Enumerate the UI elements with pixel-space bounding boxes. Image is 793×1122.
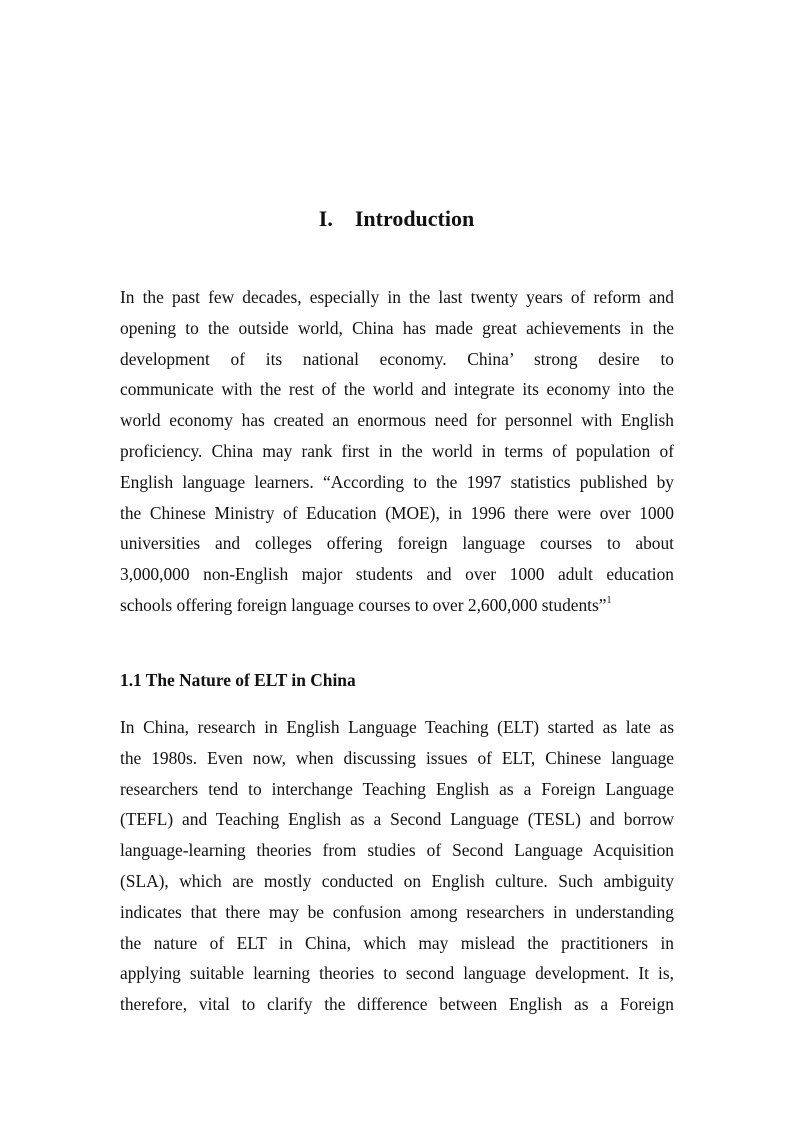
paragraph-line: proficiency. China may rank first in the world in terms of population of <box>120 440 674 461</box>
paragraph-line: language-learning theories from studies of Second Language Acquisition <box>120 840 674 861</box>
footnote-marker[interactable]: 1 <box>606 595 612 607</box>
paragraph-line: (TEFL) and Teaching English as a Second Language (TESL) and borrow <box>120 809 674 830</box>
intro-paragraph <box>120 282 674 621</box>
paragraph-line: the 1980s. Even now, when discussing issues of ELT, Chinese language <box>120 747 674 768</box>
section-paragraph <box>120 712 674 1020</box>
paragraph-line: (SLA), which are mostly conducted on English culture. Such ambiguity <box>120 870 674 891</box>
chapter-title-text: Introduction <box>354 205 475 231</box>
section-heading: 1.1 The Nature of ELT in China <box>120 670 356 691</box>
paragraph-line: the nature of ELT in China, which may mislead the practitioners in <box>120 932 674 953</box>
chapter-title <box>0 204 793 234</box>
paragraph-line: applying suitable learning theories to second language development. It is, <box>120 963 674 984</box>
paragraph-line: opening to the outside world, China has made great achievements in the <box>120 317 674 338</box>
paragraph-line: communicate with the rest of the world and integrate its economy into the <box>120 379 674 400</box>
chapter-number: I. <box>318 205 333 231</box>
paragraph-line: world economy has created an enormous need for personnel with English <box>120 410 674 431</box>
paragraph-line: universities and colleges offering foreign language courses to about <box>120 533 674 554</box>
paragraph-line: 3,000,000 non-English major students and over 1000 adult education <box>120 564 674 585</box>
paragraph-line: therefore, vital to clarify the difference between English as a Foreign <box>120 994 674 1015</box>
paragraph-line-text: schools offering foreign language courses to over 2,600,000 students” <box>120 594 607 615</box>
paragraph-line: researchers tend to interchange Teaching English as a Foreign Language <box>120 778 674 799</box>
paragraph-line: the Chinese Ministry of Education (MOE), in 1996 there were over 1000 <box>120 502 674 523</box>
paragraph-line: In the past few decades, especially in the last twenty years of reform and <box>120 287 674 307</box>
paragraph-line: English language learners. “According to the 1997 statistics published by <box>120 471 674 492</box>
paragraph-line: indicates that there may be confusion among researchers in understanding <box>120 901 674 922</box>
paragraph-line-last <box>120 590 674 621</box>
paragraph-line: In China, research in English Language Teaching (ELT) started as late as <box>120 717 674 737</box>
paragraph-line: development of its national economy. China’ strong desire to <box>120 348 674 369</box>
